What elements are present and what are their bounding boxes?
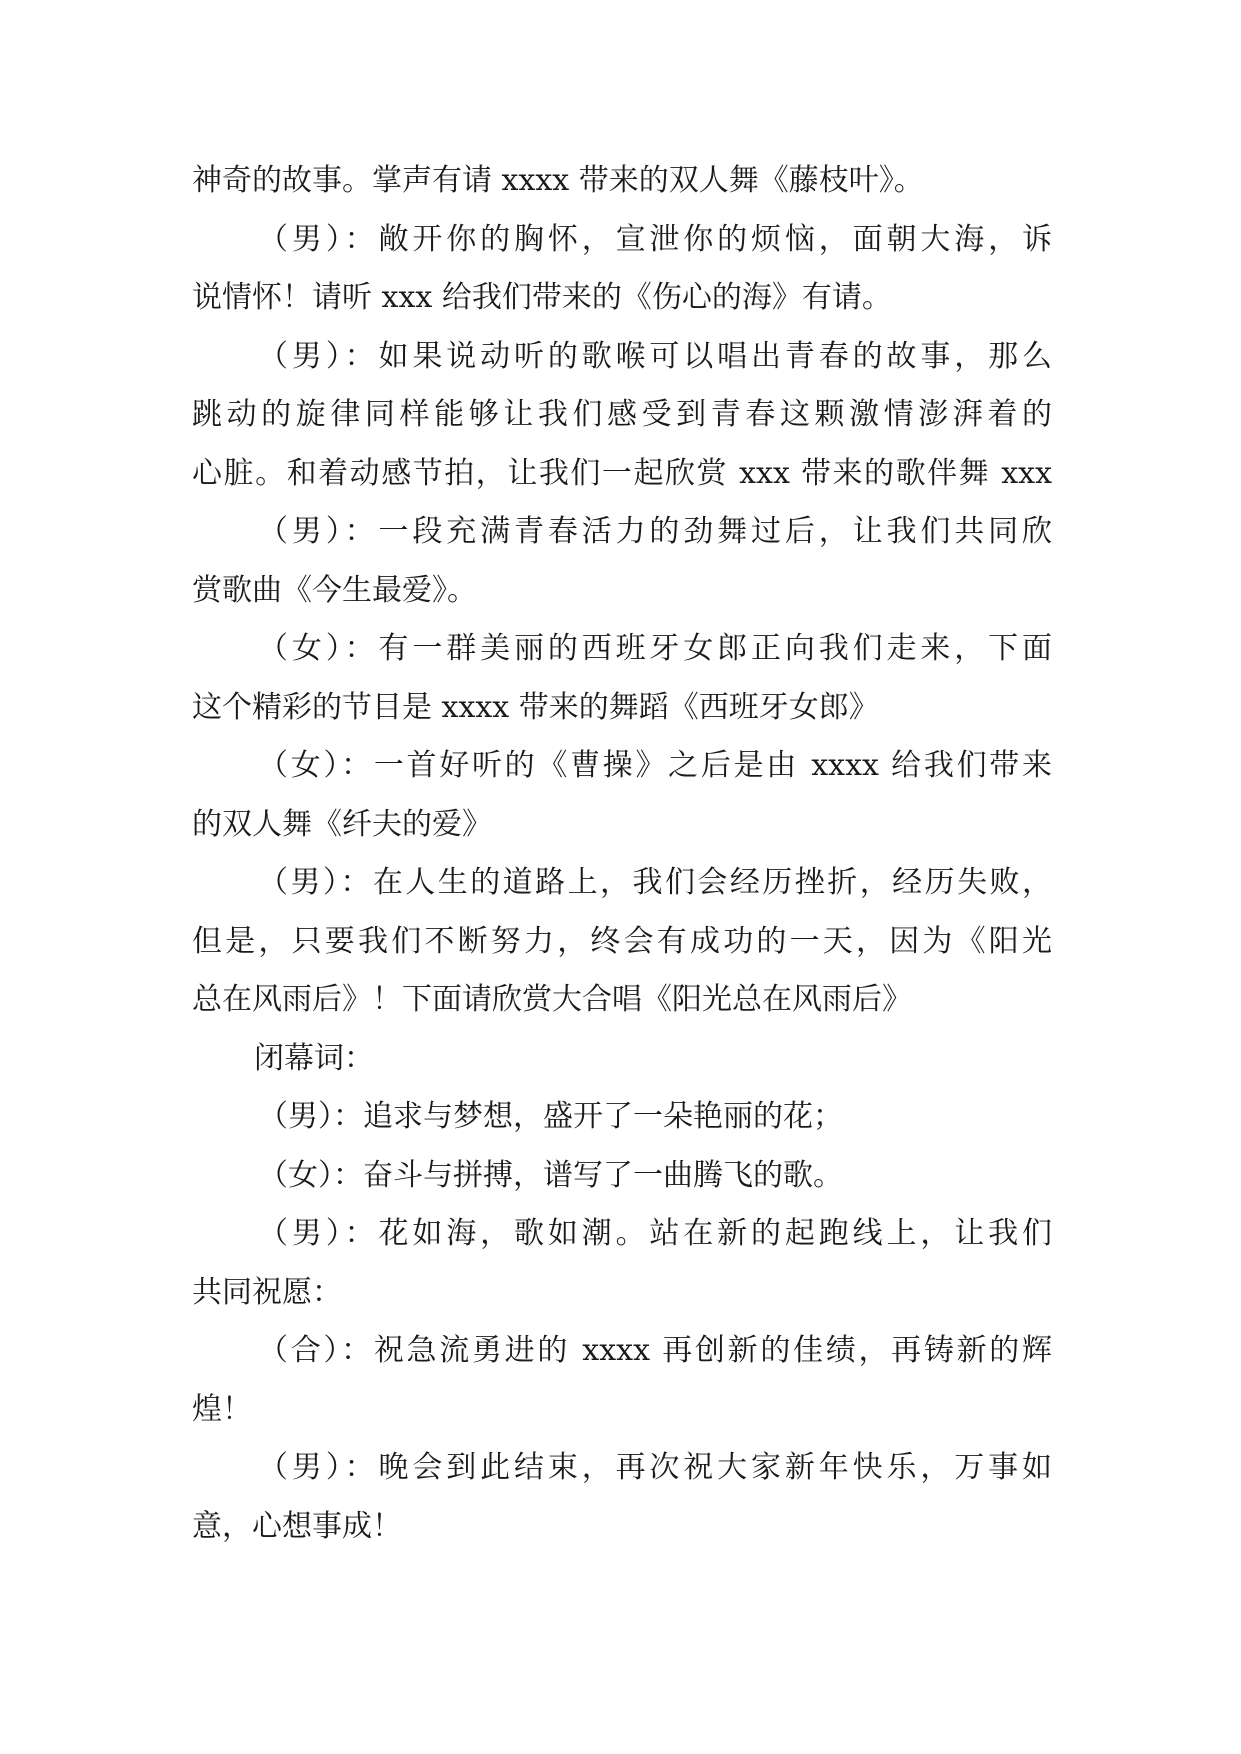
text-line: （合）：祝急流勇进的 xxxx 再创新的佳绩，再铸新的辉 bbox=[258, 1333, 1052, 1368]
text-line: 煌！ bbox=[192, 1391, 252, 1427]
text-line: 跳动的旋律同样能够让我们感受到青春这颗激情澎湃着的 bbox=[192, 397, 1052, 432]
text-line: （女）：一首好听的《曹操》之后是由 xxxx 给我们带来 bbox=[258, 748, 1052, 783]
text-line: 总在风雨后》！下面请欣赏大合唱《阳光总在风雨后》 bbox=[192, 982, 912, 1017]
text-line: （男）：一段充满青春活力的劲舞过后，让我们共同欣 bbox=[258, 514, 1052, 549]
document-body bbox=[192, 152, 1052, 1556]
text-line: （男）：如果说动听的歌喉可以唱出青春的故事，那么 bbox=[258, 338, 1052, 374]
text-line: 的双人舞《纤夫的爱》 bbox=[192, 806, 492, 842]
text-line: 说情怀！请听 xxx 给我们带来的《伤心的海》有请。 bbox=[192, 280, 892, 315]
text-line: 共同祝愿： bbox=[192, 1274, 342, 1310]
text-line: 这个精彩的节目是 xxxx 带来的舞蹈《西班牙女郎》 bbox=[192, 689, 879, 725]
text-line: 闭幕词： bbox=[254, 1040, 374, 1076]
text-line: 意，心想事成！ bbox=[192, 1508, 402, 1544]
text-line: （男）：在人生的道路上，我们会经历挫折，经历失败， bbox=[258, 865, 1052, 900]
text-line: 神奇的故事。掌声有请 xxxx 带来的双人舞《藤枝叶》。 bbox=[192, 163, 924, 198]
text-line: （男）：敞开你的胸怀，宣泄你的烦恼，面朝大海，诉 bbox=[258, 221, 1052, 257]
text-line: （女）：有一群美丽的西班牙女郎正向我们走来，下面 bbox=[258, 631, 1052, 666]
text-line: 心脏。和着动感节拍，让我们一起欣赏 xxx 带来的歌伴舞 xxx bbox=[192, 455, 1052, 491]
text-line: 赏歌曲《今生最爱》。 bbox=[192, 572, 477, 608]
text-line: （男）：晚会到此结束，再次祝大家新年快乐，万事如 bbox=[258, 1450, 1052, 1485]
text-line: 但是，只要我们不断努力，终会有成功的一天，因为《阳光 bbox=[192, 923, 1052, 959]
text-line: （女）：奋斗与拼搏，谱写了一曲腾飞的歌。 bbox=[258, 1157, 843, 1193]
text-line: （男）：追求与梦想，盛开了一朵艳丽的花； bbox=[258, 1099, 843, 1134]
text-line: （男）：花如海，歌如潮。站在新的起跑线上，让我们 bbox=[258, 1216, 1052, 1251]
